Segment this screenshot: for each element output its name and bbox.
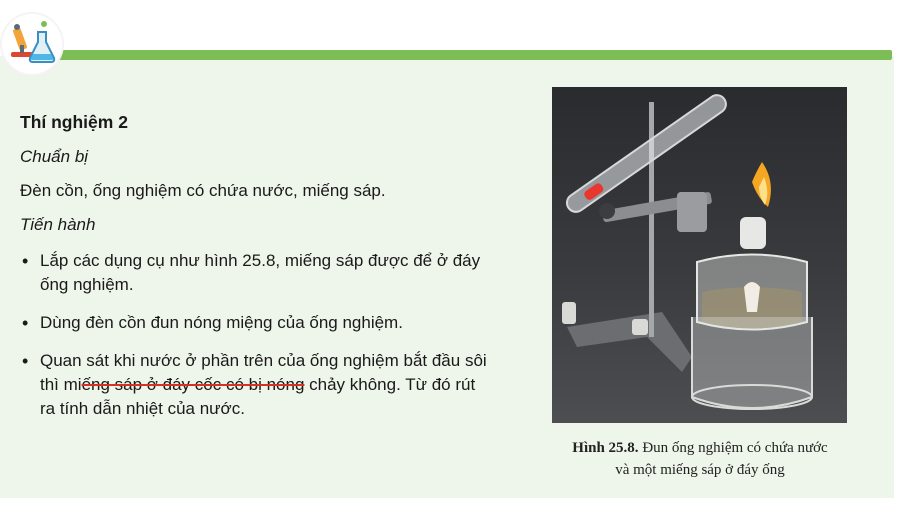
step-text: Lắp các dụng cụ như hình 25.8, miếng sáp được để ở đáy ống nghiệm. bbox=[40, 251, 481, 294]
figure-caption-line1: Đun ống nghiệm có chứa nước bbox=[642, 440, 828, 456]
step-text-after: chảy không. Từ đó rút ra tính dẫn nhiệt của nước. bbox=[40, 375, 476, 418]
step-item bbox=[20, 311, 490, 335]
materials-text: Đèn cồn, ống nghiệm có chứa nước, miếng sáp. bbox=[20, 181, 386, 200]
procedure-steps bbox=[20, 249, 490, 421]
experiment-text bbox=[20, 112, 490, 435]
figure-caption-line2: và một miếng sáp ở đáy ống bbox=[615, 462, 785, 478]
step-text: Dùng đèn cồn đun nóng miệng của ống nghiệm. bbox=[40, 313, 403, 332]
figure-caption bbox=[520, 437, 880, 481]
experiment-photo bbox=[552, 87, 847, 423]
science-lab-icon bbox=[2, 14, 62, 74]
struck-text: ếng sáp ở đáy cốc có bị nóng bbox=[81, 375, 305, 394]
figure-label: Hình 25.8. bbox=[572, 440, 639, 456]
procedure-label: Tiến hành bbox=[20, 215, 96, 234]
header-accent-bar bbox=[55, 50, 892, 60]
step-item bbox=[20, 349, 490, 421]
prepare-label: Chuẩn bị bbox=[20, 147, 89, 166]
step-text-before: Quan sát khi nước ở phần trên của ống nghiệm bắt đầu sôi thì mi bbox=[40, 351, 487, 394]
experiment-heading: Thí nghiệm 2 bbox=[20, 112, 128, 132]
step-item bbox=[20, 249, 490, 297]
